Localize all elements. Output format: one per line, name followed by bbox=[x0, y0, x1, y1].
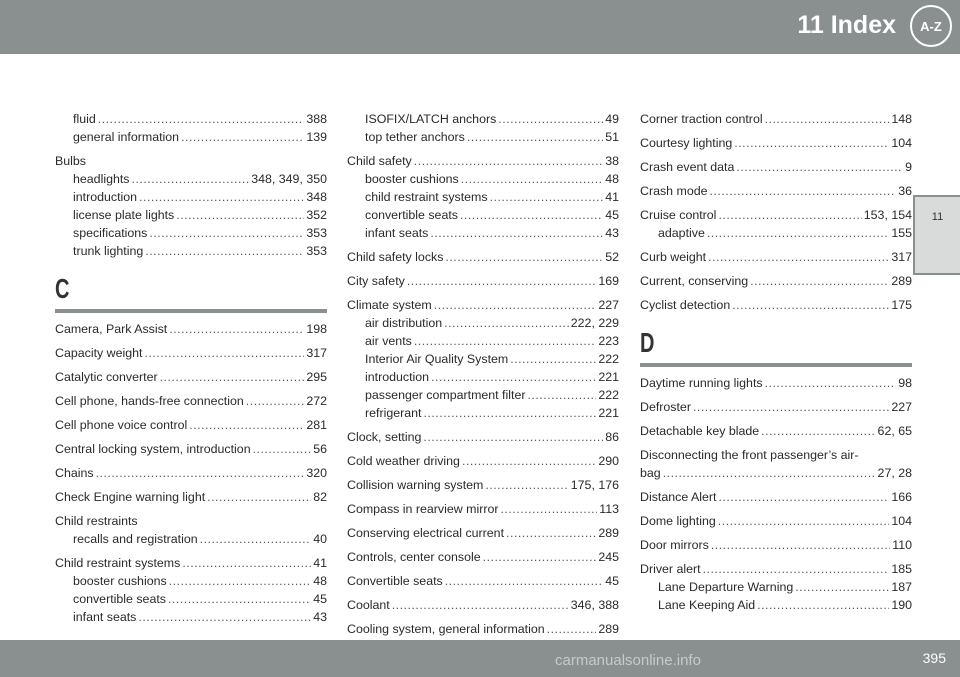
dot-leader bbox=[506, 526, 596, 541]
dot-leader bbox=[510, 352, 596, 367]
dot-leader bbox=[718, 208, 861, 223]
index-entry[interactable] bbox=[347, 574, 619, 589]
entry-term: trunk lighting bbox=[73, 244, 144, 258]
dot-leader bbox=[462, 454, 596, 469]
dot-leader bbox=[392, 598, 569, 613]
entry-page-ref[interactable]: 48 bbox=[313, 574, 327, 588]
dot-leader bbox=[467, 130, 603, 145]
entry-term: air vents bbox=[365, 334, 412, 348]
section-header bbox=[55, 274, 327, 313]
entry-term: Lane Departure Warning bbox=[658, 580, 794, 594]
index-entry[interactable] bbox=[640, 184, 912, 199]
entry-term: infant seats bbox=[365, 226, 429, 240]
index-entry[interactable] bbox=[347, 406, 619, 421]
entry-page-ref[interactable]: 221 bbox=[598, 370, 619, 384]
index-entry[interactable] bbox=[55, 592, 327, 607]
entry-term: bag bbox=[640, 466, 661, 480]
dot-leader bbox=[96, 466, 305, 481]
entry-page-ref[interactable]: 41 bbox=[313, 556, 327, 570]
entry-page-ref[interactable]: 41 bbox=[605, 190, 619, 204]
entry-term: Courtesy lighting bbox=[640, 136, 733, 150]
page-number: 395 bbox=[922, 650, 946, 666]
index-entry[interactable] bbox=[347, 172, 619, 187]
entry-page-ref[interactable]: 317 bbox=[891, 250, 912, 264]
dot-leader bbox=[145, 244, 304, 259]
index-entry[interactable] bbox=[347, 208, 619, 223]
dot-leader bbox=[431, 370, 596, 385]
index-entry[interactable] bbox=[347, 430, 619, 445]
entry-page-ref[interactable]: 40 bbox=[313, 532, 327, 546]
index-entry[interactable] bbox=[55, 172, 327, 187]
entry-term: Capacity weight bbox=[55, 346, 143, 360]
entry-term: Curb weight bbox=[640, 250, 707, 264]
entry-page-ref[interactable]: 175 bbox=[891, 298, 912, 312]
entry-term: Detachable key blade bbox=[640, 424, 760, 438]
footer-bar bbox=[0, 640, 960, 677]
index-entry[interactable] bbox=[640, 250, 912, 265]
entry-term: Interior Air Quality System bbox=[365, 352, 509, 366]
dot-leader bbox=[500, 502, 597, 517]
index-entry[interactable] bbox=[55, 532, 327, 547]
index-entry[interactable] bbox=[55, 322, 327, 337]
index-entry[interactable] bbox=[347, 130, 619, 145]
dot-leader bbox=[407, 274, 596, 289]
entry-page-ref[interactable]: 295 bbox=[306, 370, 327, 384]
entry-term: passenger compartment filter bbox=[365, 388, 526, 402]
index-entry[interactable] bbox=[55, 394, 327, 409]
entry-page-ref[interactable]: 45 bbox=[313, 592, 327, 606]
entry-term: Central locking system, introduction bbox=[55, 442, 251, 456]
dot-leader bbox=[795, 580, 889, 595]
dot-leader bbox=[430, 226, 603, 241]
entry-term: Child restraints bbox=[55, 514, 138, 528]
entry-term: Corner traction control bbox=[640, 112, 763, 126]
entry-term: infant seats bbox=[73, 610, 137, 624]
entry-term: Dome lighting bbox=[640, 514, 716, 528]
entry-page-ref[interactable]: 82 bbox=[313, 490, 327, 504]
header-bar bbox=[0, 0, 960, 54]
entry-term: Child safety locks bbox=[347, 250, 444, 264]
index-entry[interactable] bbox=[640, 160, 912, 175]
index-entry[interactable] bbox=[55, 514, 327, 529]
entry-page-ref[interactable]: 45 bbox=[605, 574, 619, 588]
dot-leader bbox=[160, 370, 305, 385]
index-entry[interactable] bbox=[55, 418, 327, 433]
index-entry[interactable] bbox=[347, 598, 619, 613]
index-entry[interactable] bbox=[55, 466, 327, 481]
entry-term: Door mirrors bbox=[640, 538, 709, 552]
dot-leader bbox=[207, 490, 311, 505]
entry-term: refrigerant bbox=[365, 406, 422, 420]
entry-page-ref[interactable]: 86 bbox=[605, 430, 619, 444]
entry-term: license plate lights bbox=[73, 208, 175, 222]
entry-term: City safety bbox=[347, 274, 405, 288]
section-divider bbox=[55, 309, 327, 313]
entry-page-ref[interactable]: 289 bbox=[598, 526, 619, 540]
entry-term: Catalytic converter bbox=[55, 370, 158, 384]
entry-term: Cold weather driving bbox=[347, 454, 460, 468]
entry-page-ref[interactable]: 38 bbox=[605, 154, 619, 168]
entry-term: Lane Keeping Aid bbox=[658, 598, 756, 612]
entry-page-ref[interactable]: 198 bbox=[306, 322, 327, 336]
entry-page-ref[interactable]: 320 bbox=[306, 466, 327, 480]
index-entry[interactable] bbox=[347, 526, 619, 541]
index-entry[interactable] bbox=[55, 442, 327, 457]
page-title: 11 Index bbox=[797, 11, 896, 39]
index-entry[interactable] bbox=[347, 190, 619, 205]
entry-term: convertible seats bbox=[365, 208, 458, 222]
index-entry[interactable] bbox=[347, 622, 619, 637]
dot-leader bbox=[445, 574, 603, 589]
entry-page-ref[interactable]: 187 bbox=[891, 580, 912, 594]
index-entry[interactable] bbox=[55, 190, 327, 205]
index-entry[interactable] bbox=[640, 580, 912, 595]
index-entry[interactable] bbox=[640, 490, 912, 505]
index-entry[interactable] bbox=[640, 424, 912, 439]
dot-leader bbox=[761, 424, 875, 439]
entry-page-ref[interactable]: 104 bbox=[891, 514, 912, 528]
dot-leader bbox=[708, 250, 889, 265]
index-entry[interactable] bbox=[347, 502, 619, 517]
index-column-1 bbox=[55, 112, 327, 625]
entry-page-ref[interactable]: 185 bbox=[891, 562, 912, 576]
dot-leader bbox=[483, 550, 597, 565]
index-entry[interactable] bbox=[347, 112, 619, 127]
entry-term: child restraint systems bbox=[365, 190, 488, 204]
entry-page-ref[interactable]: 348 bbox=[306, 190, 327, 204]
dot-leader bbox=[460, 208, 603, 223]
entry-page-ref[interactable]: 289 bbox=[891, 274, 912, 288]
entry-term: Crash event data bbox=[640, 160, 735, 174]
entry-term: Defroster bbox=[640, 400, 691, 414]
entry-page-ref[interactable]: 166 bbox=[891, 490, 912, 504]
entry-page-ref[interactable]: 353 bbox=[306, 244, 327, 258]
dot-leader bbox=[765, 376, 897, 391]
dot-leader bbox=[734, 136, 889, 151]
entry-term: Child restraint systems bbox=[55, 556, 181, 570]
entry-page-ref[interactable]: 43 bbox=[605, 226, 619, 240]
index-entry[interactable] bbox=[640, 376, 912, 391]
dot-leader bbox=[732, 298, 889, 313]
index-entry[interactable] bbox=[640, 112, 912, 127]
entry-page-ref[interactable]: 290 bbox=[598, 454, 619, 468]
index-entry[interactable] bbox=[347, 334, 619, 349]
dot-leader bbox=[663, 466, 876, 481]
dot-leader bbox=[169, 322, 304, 337]
entry-page-ref[interactable]: 56 bbox=[313, 442, 327, 456]
entry-term: Child safety bbox=[347, 154, 412, 168]
dot-leader bbox=[169, 574, 312, 589]
index-entry[interactable] bbox=[347, 154, 619, 169]
entry-term: Cell phone, hands-free connection bbox=[55, 394, 244, 408]
entry-page-ref[interactable]: 221 bbox=[598, 406, 619, 420]
entry-term: Coolant bbox=[347, 598, 390, 612]
entry-page-ref[interactable]: 36 bbox=[898, 184, 912, 198]
index-entry[interactable] bbox=[347, 370, 619, 385]
entry-page-ref[interactable]: 222, 229 bbox=[570, 316, 619, 330]
dot-leader bbox=[423, 406, 596, 421]
entry-page-ref[interactable]: 348, 349, 350 bbox=[251, 172, 327, 186]
index-entry[interactable] bbox=[55, 556, 327, 571]
entry-term: ISOFIX/LATCH anchors bbox=[365, 112, 497, 126]
dot-leader bbox=[710, 184, 897, 199]
entry-page-ref[interactable]: 223 bbox=[598, 334, 619, 348]
index-entry[interactable] bbox=[640, 514, 912, 529]
entry-page-ref[interactable]: 153, 154 bbox=[863, 208, 912, 222]
index-entry[interactable] bbox=[347, 226, 619, 241]
entry-page-ref[interactable]: 98 bbox=[898, 376, 912, 390]
entry-term: Chains bbox=[55, 466, 94, 480]
entry-term: Conserving electrical current bbox=[347, 526, 505, 540]
index-entry[interactable] bbox=[55, 226, 327, 241]
index-entry[interactable] bbox=[640, 208, 912, 223]
dot-leader bbox=[414, 154, 603, 169]
dot-leader bbox=[423, 430, 603, 445]
index-entry[interactable] bbox=[347, 316, 619, 331]
index-entry[interactable] bbox=[347, 250, 619, 265]
index-entry[interactable] bbox=[347, 352, 619, 367]
dot-leader bbox=[138, 610, 311, 625]
entry-term: Bulbs bbox=[55, 154, 86, 168]
entry-term: air distribution bbox=[365, 316, 443, 330]
section-letter: D bbox=[640, 328, 655, 359]
dot-leader bbox=[434, 298, 597, 313]
index-entry[interactable] bbox=[640, 274, 912, 289]
entry-page-ref[interactable]: 272 bbox=[306, 394, 327, 408]
dot-leader bbox=[703, 562, 890, 577]
entry-page-ref[interactable]: 169 bbox=[598, 274, 619, 288]
dot-leader bbox=[168, 592, 311, 607]
dot-leader bbox=[498, 112, 603, 127]
index-entry[interactable] bbox=[55, 154, 327, 169]
entry-page-ref[interactable]: 227 bbox=[598, 298, 619, 312]
entry-term: Cruise control bbox=[640, 208, 717, 222]
index-entry[interactable] bbox=[55, 112, 327, 127]
index-entry[interactable] bbox=[640, 298, 912, 313]
dot-leader bbox=[132, 172, 250, 187]
entry-term: Cell phone voice control bbox=[55, 418, 188, 432]
entry-term: convertible seats bbox=[73, 592, 166, 606]
entry-page-ref[interactable]: 27, 28 bbox=[877, 466, 912, 480]
index-entry[interactable] bbox=[55, 574, 327, 589]
dot-leader bbox=[736, 160, 903, 175]
index-entry[interactable] bbox=[347, 298, 619, 313]
dot-leader bbox=[750, 274, 889, 289]
entry-page-ref[interactable]: 43 bbox=[313, 610, 327, 624]
entry-term: Clock, setting bbox=[347, 430, 422, 444]
dot-leader bbox=[707, 226, 889, 241]
entry-page-ref[interactable]: 9 bbox=[905, 160, 912, 174]
entry-page-ref[interactable]: 289 bbox=[598, 622, 619, 636]
entry-page-ref[interactable]: 245 bbox=[598, 550, 619, 564]
entry-page-ref[interactable]: 51 bbox=[605, 130, 619, 144]
dot-leader bbox=[182, 556, 311, 571]
dot-leader bbox=[693, 400, 889, 415]
index-entry[interactable] bbox=[347, 550, 619, 565]
index-entry[interactable] bbox=[347, 478, 619, 493]
index-entry[interactable] bbox=[347, 388, 619, 403]
entry-term: Distance Alert bbox=[640, 490, 717, 504]
entry-term: Compass in rearview mirror bbox=[347, 502, 499, 516]
dot-leader bbox=[414, 334, 596, 349]
dot-leader bbox=[547, 622, 597, 637]
entry-term: Crash mode bbox=[640, 184, 708, 198]
chapter-tab[interactable] bbox=[913, 195, 960, 275]
entry-term: top tether anchors bbox=[365, 130, 465, 144]
dot-leader bbox=[189, 418, 304, 433]
entry-page-ref[interactable]: 353 bbox=[306, 226, 327, 240]
section-letter: C bbox=[55, 274, 70, 305]
entry-term: Disconnecting the front passenger’s air- bbox=[640, 448, 859, 462]
dot-leader bbox=[253, 442, 312, 457]
dot-leader bbox=[461, 172, 604, 187]
dot-leader bbox=[765, 112, 890, 127]
index-entry[interactable] bbox=[640, 448, 912, 463]
entry-page-ref[interactable]: 48 bbox=[605, 172, 619, 186]
entry-term: Cooling system, general information bbox=[347, 622, 545, 636]
entry-term: introduction bbox=[73, 190, 138, 204]
entry-page-ref[interactable]: 175, 176 bbox=[570, 478, 619, 492]
index-entry[interactable] bbox=[640, 598, 912, 613]
dot-leader bbox=[490, 190, 604, 205]
dot-leader bbox=[144, 346, 304, 361]
entry-term: Cyclist detection bbox=[640, 298, 731, 312]
entry-term: Current, conserving bbox=[640, 274, 749, 288]
index-column-3 bbox=[640, 112, 912, 613]
dot-leader bbox=[485, 478, 568, 493]
index-entry[interactable] bbox=[640, 538, 912, 553]
entry-page-ref[interactable]: 190 bbox=[891, 598, 912, 612]
entry-term: fluid bbox=[73, 112, 96, 126]
dot-leader bbox=[444, 316, 569, 331]
entry-page-ref[interactable]: 113 bbox=[599, 502, 619, 516]
dot-leader bbox=[757, 598, 889, 613]
index-entry[interactable] bbox=[55, 370, 327, 385]
entry-term: Check Engine warning light bbox=[55, 490, 206, 504]
entry-term: recalls and registration bbox=[73, 532, 198, 546]
dot-leader bbox=[200, 532, 312, 547]
entry-term: Daytime running lights bbox=[640, 376, 763, 390]
entry-term: booster cushions bbox=[365, 172, 459, 186]
entry-page-ref[interactable]: 52 bbox=[605, 250, 619, 264]
section-divider bbox=[640, 363, 912, 367]
entry-page-ref[interactable]: 281 bbox=[306, 418, 327, 432]
entry-term: headlights bbox=[73, 172, 130, 186]
index-entry[interactable] bbox=[640, 226, 912, 241]
index-column-2 bbox=[347, 112, 619, 637]
index-entry[interactable] bbox=[347, 274, 619, 289]
entry-term: Camera, Park Assist bbox=[55, 322, 168, 336]
dot-leader bbox=[246, 394, 305, 409]
section-header bbox=[640, 328, 912, 367]
index-az-icon: A-Z bbox=[910, 5, 952, 47]
dot-leader bbox=[139, 190, 304, 205]
index-entry[interactable] bbox=[347, 454, 619, 469]
entry-page-ref[interactable]: 346, 388 bbox=[570, 598, 619, 612]
entry-term: specifications bbox=[73, 226, 148, 240]
entry-page-ref[interactable]: 49 bbox=[605, 112, 619, 126]
entry-term: general information bbox=[73, 130, 180, 144]
entry-page-ref[interactable]: 227 bbox=[891, 400, 912, 414]
dot-leader bbox=[98, 112, 305, 127]
index-entry[interactable] bbox=[640, 466, 912, 481]
entry-page-ref[interactable]: 104 bbox=[891, 136, 912, 150]
entry-page-ref[interactable]: 45 bbox=[605, 208, 619, 222]
entry-term: Collision warning system bbox=[347, 478, 484, 492]
entry-page-ref[interactable]: 62, 65 bbox=[877, 424, 912, 438]
entry-term: Convertible seats bbox=[347, 574, 443, 588]
entry-page-ref[interactable]: 222 bbox=[598, 388, 619, 402]
dot-leader bbox=[181, 130, 304, 145]
chapter-tab-label: 11 bbox=[931, 211, 944, 223]
entry-term: Climate system bbox=[347, 298, 432, 312]
index-entry[interactable] bbox=[55, 610, 327, 625]
index-entry[interactable] bbox=[55, 130, 327, 145]
dot-leader bbox=[445, 250, 603, 265]
index-entry[interactable] bbox=[640, 400, 912, 415]
entry-page-ref[interactable]: 222 bbox=[598, 352, 619, 366]
entry-page-ref[interactable]: 148 bbox=[891, 112, 912, 126]
entry-term: booster cushions bbox=[73, 574, 167, 588]
entry-page-ref[interactable]: 388 bbox=[306, 112, 327, 126]
dot-leader bbox=[718, 490, 889, 505]
index-entry[interactable] bbox=[640, 136, 912, 151]
entry-term: Controls, center console bbox=[347, 550, 481, 564]
entry-term: adaptive bbox=[658, 226, 705, 240]
entry-page-ref[interactable]: 352 bbox=[306, 208, 327, 222]
index-entry[interactable] bbox=[55, 208, 327, 223]
dot-leader bbox=[176, 208, 304, 223]
watermark: carmanualsonline.info bbox=[555, 652, 701, 669]
entry-page-ref[interactable]: 139 bbox=[306, 130, 327, 144]
index-entry[interactable] bbox=[55, 244, 327, 259]
dot-leader bbox=[718, 514, 890, 529]
entry-term: introduction bbox=[365, 370, 430, 384]
index-entry[interactable] bbox=[55, 490, 327, 505]
entry-term: Driver alert bbox=[640, 562, 701, 576]
entry-page-ref[interactable]: 317 bbox=[306, 346, 327, 360]
index-entry[interactable] bbox=[640, 562, 912, 577]
index-entry[interactable] bbox=[55, 346, 327, 361]
entry-page-ref[interactable]: 155 bbox=[891, 226, 912, 240]
entry-page-ref[interactable]: 110 bbox=[892, 538, 912, 552]
dot-leader bbox=[711, 538, 890, 553]
dot-leader bbox=[149, 226, 304, 241]
dot-leader bbox=[527, 388, 596, 403]
